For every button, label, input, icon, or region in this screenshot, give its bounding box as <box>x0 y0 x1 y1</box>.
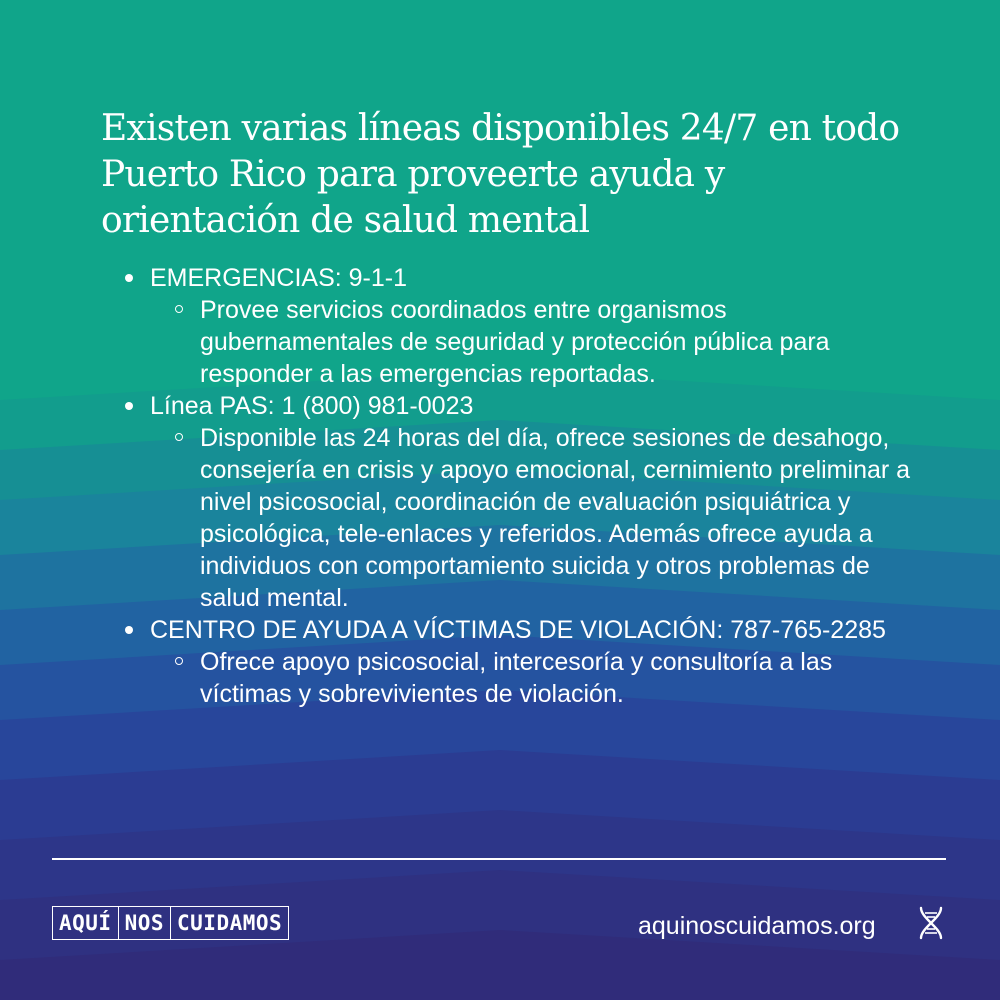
dna-icon <box>916 906 946 940</box>
bullet-circle <box>175 433 183 441</box>
helpline-detail: Ofrece apoyo psicosocial, intercesoría y consultoría a las víctimas y sobrevivientes de violación. <box>200 648 833 708</box>
bullet-circle <box>175 657 183 665</box>
list-item <box>125 422 915 614</box>
helpline-label: CENTRO DE AYUDA A VÍCTIMAS DE VIOLACIÓN: 787-765-2285 <box>150 616 886 644</box>
website-link[interactable]: aquinoscuidamos.org <box>638 912 876 940</box>
list-item <box>125 262 915 294</box>
helpline-detail: Disponible las 24 horas del día, ofrece sesiones de desahogo, consejería en crisis y apoyo emocional, cernimiento preliminar a nivel psicosocial, coordinación de evaluación psiquiátrica y psicológica, tele-enlaces y referidos. Además ofrece ayuda a individuos con comportamiento suicida y otros problemas de salud mental. <box>200 424 911 612</box>
list-item <box>125 646 915 710</box>
page-title: Existen varias líneas disponibles 24/7 en todo Puerto Rico para proveerte ayuda y orientación de salud mental <box>101 108 900 241</box>
bullet-dot <box>125 626 133 634</box>
bullet-dot <box>125 274 133 282</box>
logo-part: AQUÍ <box>59 911 112 935</box>
helpline-detail: Provee servicios coordinados entre organismos gubernamentales de seguridad y protección pública para responder a las emergencias reportadas. <box>200 296 830 388</box>
list-item <box>125 614 915 646</box>
helpline-list <box>125 262 915 710</box>
bullet-circle <box>175 305 183 313</box>
helpline-label: EMERGENCIAS: 9-1-1 <box>150 264 408 292</box>
footer-divider <box>52 858 946 860</box>
logo-part: NOS <box>118 907 170 939</box>
list-item <box>125 294 915 390</box>
list-item <box>125 390 915 422</box>
logo-part: CUIDAMOS <box>170 907 288 939</box>
helpline-label: Línea PAS: 1 (800) 981-0023 <box>150 392 474 420</box>
brand-logo <box>52 906 289 940</box>
bullet-dot <box>125 402 133 410</box>
